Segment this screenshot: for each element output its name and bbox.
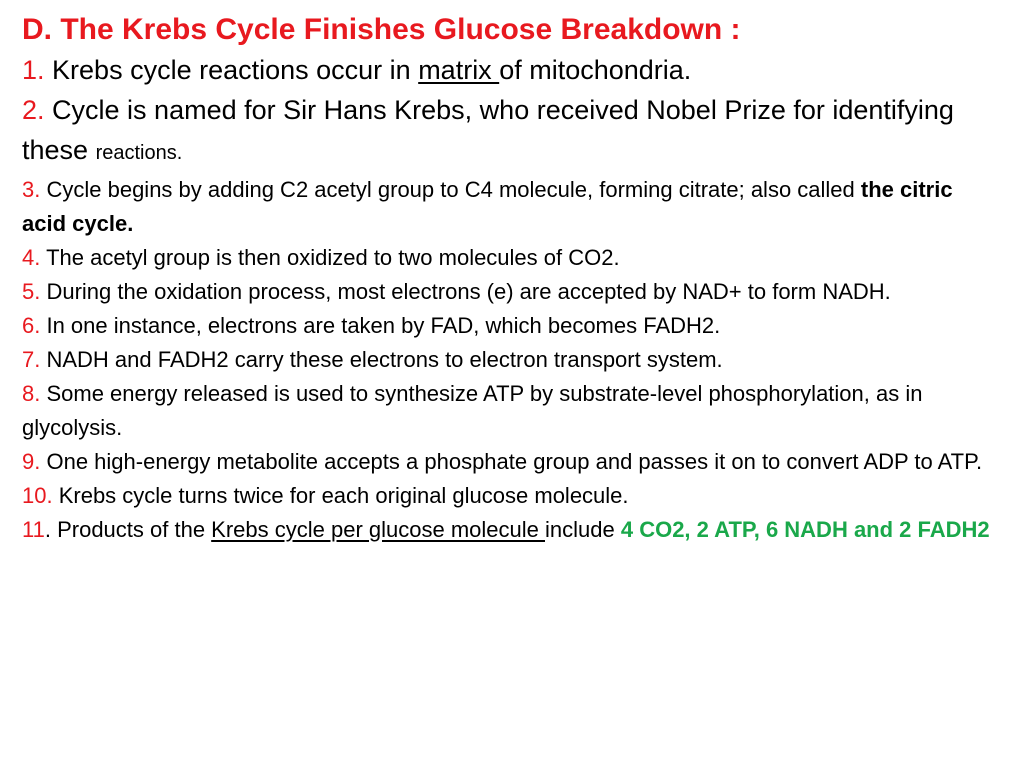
item-number: 6. (22, 313, 41, 338)
item-text: Krebs cycle turns twice for each original glucose molecule. (52, 483, 629, 508)
item-text: Krebs cycle reactions occur in (44, 55, 419, 85)
item-text: Some energy released is used to synthesize ATP by substrate-level phosphorylation, as in glycolysis. (22, 381, 923, 440)
item-text-mid: include (545, 517, 621, 542)
item-text: Cycle begins by adding C2 acetyl group to C4 molecule, forming citrate; also called (40, 177, 861, 202)
list-item-2 (22, 90, 997, 173)
item-number: 7. (22, 347, 41, 372)
products-highlight: 4 CO2, 2 ATP, 6 NADH and 2 FADH2 (620, 517, 990, 542)
item-number: 11 (22, 517, 45, 542)
item-text: NADH and FADH2 carry these electrons to electron transport system. (40, 347, 723, 372)
list-item-7 (22, 343, 997, 377)
item-text: During the oxidation process, most electrons (e) are accepted by NAD+ to form NADH. (40, 279, 891, 304)
item-text: One high-energy metabolite accepts a phosphate group and passes it on to convert ADP to ATP. (40, 449, 983, 474)
item-text: Products of the (50, 517, 212, 542)
underlined-term: matrix (418, 55, 500, 85)
item-number: 2. (22, 95, 45, 125)
underlined-term: Krebs cycle per glucose molecule (211, 517, 545, 542)
item-text: Cycle is named for Sir Hans Krebs, who received Nobel Prize for identifying these (22, 95, 954, 165)
item-text-end: of mitochondria. (499, 55, 692, 85)
list-item-4 (22, 241, 997, 275)
bold-term: the citric acid cycle. (22, 177, 953, 236)
item-text: In one instance, electrons are taken by FAD, which becomes FADH2. (40, 313, 721, 338)
item-number: 5. (22, 279, 41, 304)
slide-title: D. The Krebs Cycle Finishes Glucose Breakdown : (22, 13, 741, 46)
item-number: 10. (22, 483, 53, 508)
list-item-3 (22, 173, 997, 241)
item-number: 3. (22, 177, 41, 202)
item-number: 4. (22, 245, 41, 270)
list-item-11 (22, 513, 997, 547)
item-number: 9. (22, 449, 41, 474)
list-item-5 (22, 275, 997, 309)
slide-content (22, 10, 997, 547)
list-item-1 (22, 50, 997, 90)
item-number-dot: . (44, 517, 51, 542)
item-text-small: reactions. (95, 142, 183, 164)
list-item-9 (22, 445, 997, 479)
list-item-6 (22, 309, 997, 343)
item-number: 1. (22, 55, 45, 85)
list-item-8 (22, 377, 997, 445)
item-text: The acetyl group is then oxidized to two molecules of CO2. (40, 245, 620, 270)
item-number: 8. (22, 381, 41, 406)
list-item-10 (22, 479, 997, 513)
